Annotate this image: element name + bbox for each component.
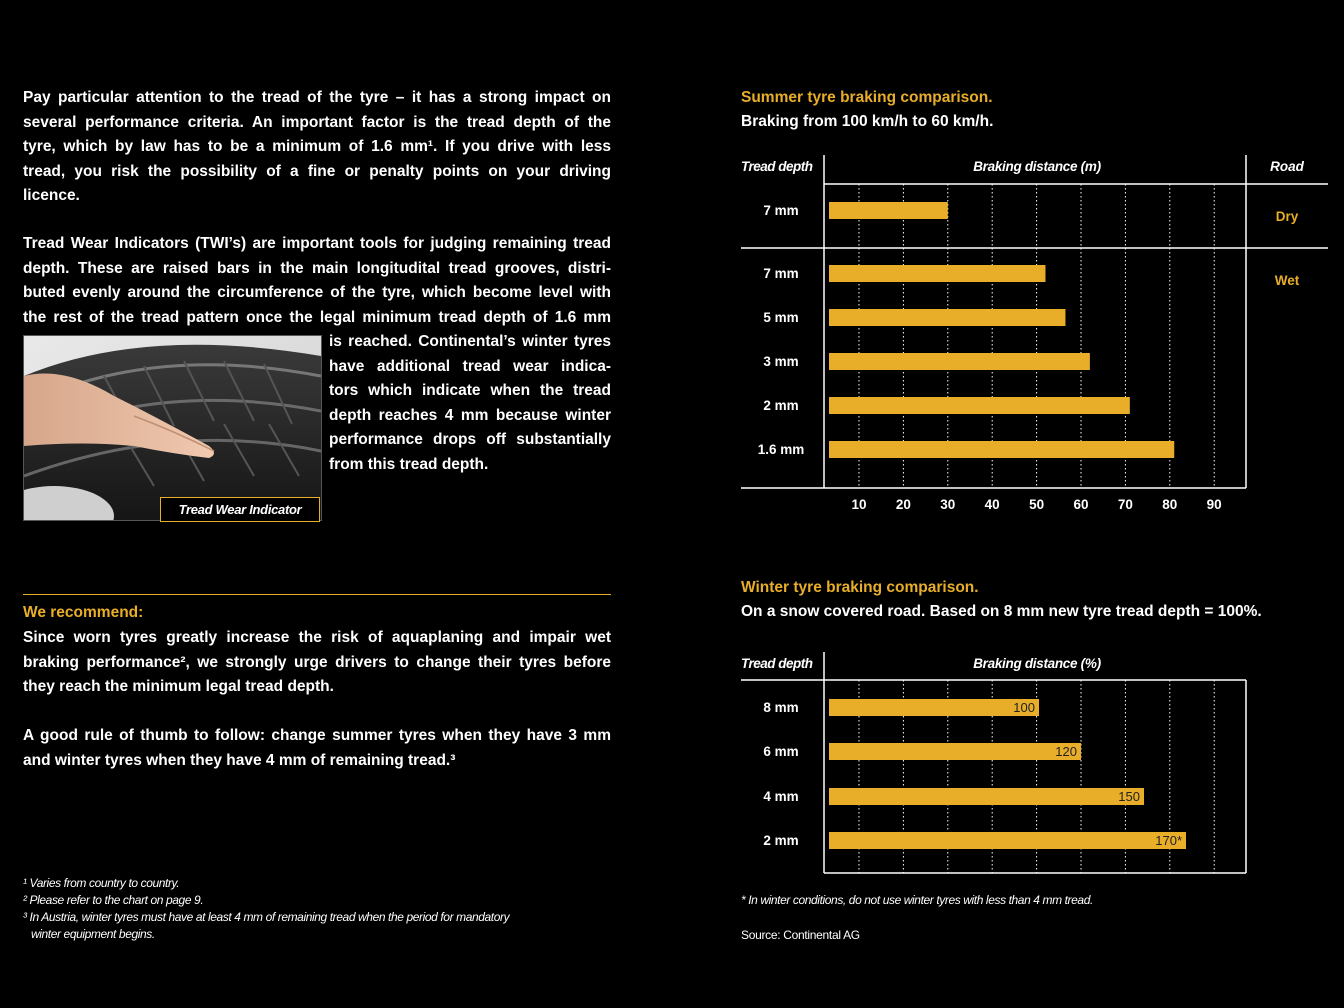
winter-category-label: 4 mm: [763, 789, 799, 804]
twi-wrap-line: have additional tread wear indica-: [329, 357, 611, 375]
summer-group-label: Wet: [1274, 273, 1300, 288]
summer-bar: [829, 397, 1130, 414]
summer-bar: [829, 202, 948, 219]
twi-wrap-line: depth reaches 4 mm because winter: [329, 406, 611, 424]
twi-line: buted evenly around the circumference of the tyre, which become level with: [23, 284, 611, 301]
twi-wrap-line: tors which indicate when the tread: [329, 382, 611, 399]
intro-line: tyre, which by law has to be a minimum of 1.6 mm¹. If you drive with less: [23, 138, 611, 155]
intro-line: Pay particular attention to the tread of the tyre – it has a strong impact on: [23, 89, 611, 106]
intro-line: tread, you risk the possibility of a fine or penalty points on your driving: [23, 162, 611, 180]
recommend-line: Since worn tyres greatly increase the risk of aquaplaning and impair wet: [23, 629, 611, 646]
twi-wrap-line: is reached. Continental’s winter tyres: [329, 333, 611, 350]
summer-category-label: 1.6 mm: [757, 442, 805, 457]
summer-x-tick-label: 50: [1029, 497, 1045, 512]
photo-caption: Tread Wear Indicator: [160, 497, 320, 522]
summer-chart-title: Summer tyre braking comparison.: [741, 89, 993, 106]
recommend-line: they reach the minimum legal tread depth.: [23, 678, 334, 695]
winter-bar-data-label: 100: [1013, 700, 1035, 715]
summer-x-tick-label: 80: [1162, 497, 1178, 512]
footnote-2: ² Please refer to the chart on page 9.: [23, 893, 204, 907]
winter-bar: [829, 699, 1039, 716]
winter-category-label: 6 mm: [763, 744, 799, 759]
summer-category-label: 2 mm: [763, 398, 799, 413]
intro-line: several performance criteria. An important factor is the tread depth of the: [23, 113, 611, 131]
winter-chart-title: Winter tyre braking comparison.: [741, 579, 979, 596]
summer-x-tick-label: 10: [851, 497, 867, 512]
twi-line: depth. These are raised bars in the main longitudital tread grooves, distri-: [23, 259, 611, 277]
footnote-1: ¹ Varies from country to country.: [23, 876, 180, 890]
summer-category-label: 5 mm: [763, 310, 799, 325]
summer-x-tick-label: 40: [984, 497, 1000, 512]
winter-bar-data-label: 170*: [1155, 833, 1182, 848]
summer-bar: [829, 353, 1090, 370]
summer-header-road: Road: [1270, 159, 1304, 174]
winter-bar: [829, 743, 1081, 760]
rule-line: A good rule of thumb to follow: change summer tyres when they have 3 mm: [23, 727, 611, 744]
summer-category-label: 3 mm: [763, 354, 799, 369]
winter-bar-data-label: 120: [1055, 744, 1077, 759]
summer-x-tick-label: 70: [1117, 497, 1133, 512]
summer-x-tick-label: 30: [940, 497, 956, 512]
winter-chart-subtitle: On a snow covered road. Based on 8 mm new tyre tread depth = 100%.: [741, 603, 1262, 620]
winter-chart-footnote: * In winter conditions, do not use winter tyres with less than 4 mm tread.: [741, 893, 1093, 907]
summer-bar: [829, 441, 1174, 458]
footnote-3-cont: winter equipment begins.: [31, 927, 155, 941]
winter-bar-data-label: 150: [1118, 789, 1140, 804]
recommend-line: braking performance², we strongly urge drivers to change their tyres before: [23, 653, 611, 671]
summer-bar: [829, 265, 1045, 282]
summer-x-tick-label: 90: [1206, 497, 1222, 512]
twi-wrap-line: performance drops off substantially: [329, 431, 611, 448]
summer-bar: [829, 309, 1065, 326]
summer-category-label: 7 mm: [763, 266, 799, 281]
winter-category-label: 8 mm: [763, 700, 799, 715]
twi-wrap-line: from this tread depth.: [329, 455, 489, 473]
winter-bar: [829, 788, 1144, 805]
recommend-heading: We recommend:: [23, 604, 144, 621]
winter-header-braking-distance: Braking distance (%): [973, 656, 1101, 671]
footnote-3: ³ In Austria, winter tyres must have at least 4 mm of remaining tread when the period for mandatory: [23, 910, 510, 924]
summer-x-tick-label: 20: [895, 497, 911, 512]
summer-header-tread-depth: Tread depth: [741, 159, 813, 174]
winter-braking-chart: [0, 560, 1344, 960]
twi-line: Tread Wear Indicators (TWI’s) are important tools for judging remaining tread: [23, 235, 611, 252]
chart-source: Source: Continental AG: [741, 928, 860, 942]
summer-category-label: 7 mm: [763, 203, 799, 218]
intro-line: licence.: [23, 187, 80, 204]
winter-header-tread-depth: Tread depth: [741, 656, 813, 671]
rule-line: and winter tyres when they have 4 mm of remaining tread.³: [23, 751, 456, 769]
winter-bar: [829, 832, 1186, 849]
summer-x-tick-label: 60: [1073, 497, 1089, 512]
twi-line: the rest of the tread pattern once the legal minimum tread depth of 1.6 mm: [23, 308, 611, 326]
summer-chart-subtitle: Braking from 100 km/h to 60 km/h.: [741, 113, 994, 130]
winter-category-label: 2 mm: [763, 833, 799, 848]
summer-group-label: Dry: [1275, 209, 1299, 224]
summer-header-braking-distance: Braking distance (m): [973, 159, 1101, 174]
